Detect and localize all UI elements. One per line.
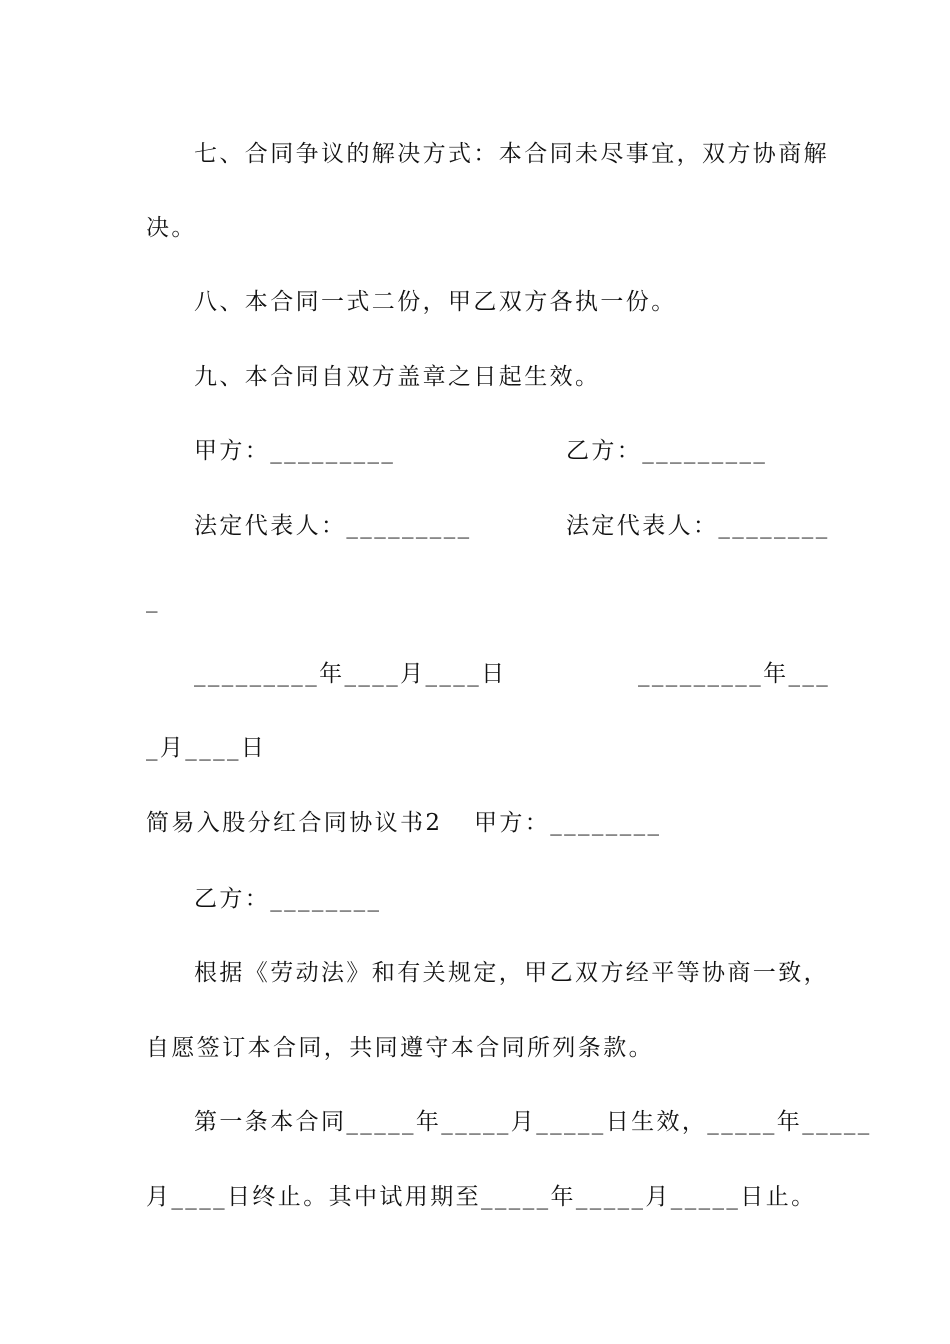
- clause-7-line-1: 七、合同争议的解决方式：本合同未尽事宜，双方协商解: [194, 141, 829, 167]
- article-1-line-2: 月____日终止。其中试用期至_____年_____月_____日止。: [146, 1184, 817, 1210]
- party-b-signature: 乙方：_________: [566, 438, 768, 464]
- party-b-legal-representative-wrap: _: [146, 587, 160, 613]
- document-2-party-b: 乙方：________: [194, 886, 382, 912]
- clause-8: 八、本合同一式二份，甲乙双方各执一份。: [194, 289, 677, 315]
- party-a-signature: 甲方：_________: [194, 438, 396, 464]
- party-b-date-wrap: _月____日: [146, 735, 267, 761]
- clause-7-line-2: 决。: [146, 215, 197, 241]
- party-a-legal-representative: 法定代表人：_________: [194, 513, 472, 539]
- party-a-date: _________年____月____日: [194, 661, 507, 687]
- document-2-title: 简易入股分红合同协议书2: [146, 810, 443, 836]
- party-b-legal-representative: 法定代表人：________: [566, 513, 830, 539]
- clause-9: 九、本合同自双方盖章之日起生效。: [194, 364, 601, 390]
- document-2-party-a: 甲方：________: [474, 810, 662, 836]
- preamble-line-2: 自愿签订本合同，共同遵守本合同所列条款。: [146, 1035, 654, 1061]
- preamble-line-1: 根据《劳动法》和有关规定，甲乙双方经平等协商一致，: [194, 960, 829, 986]
- party-b-date: _________年___: [638, 661, 831, 687]
- article-1-line-1: 第一条本合同_____年_____月_____日生效，_____年_____: [194, 1109, 872, 1135]
